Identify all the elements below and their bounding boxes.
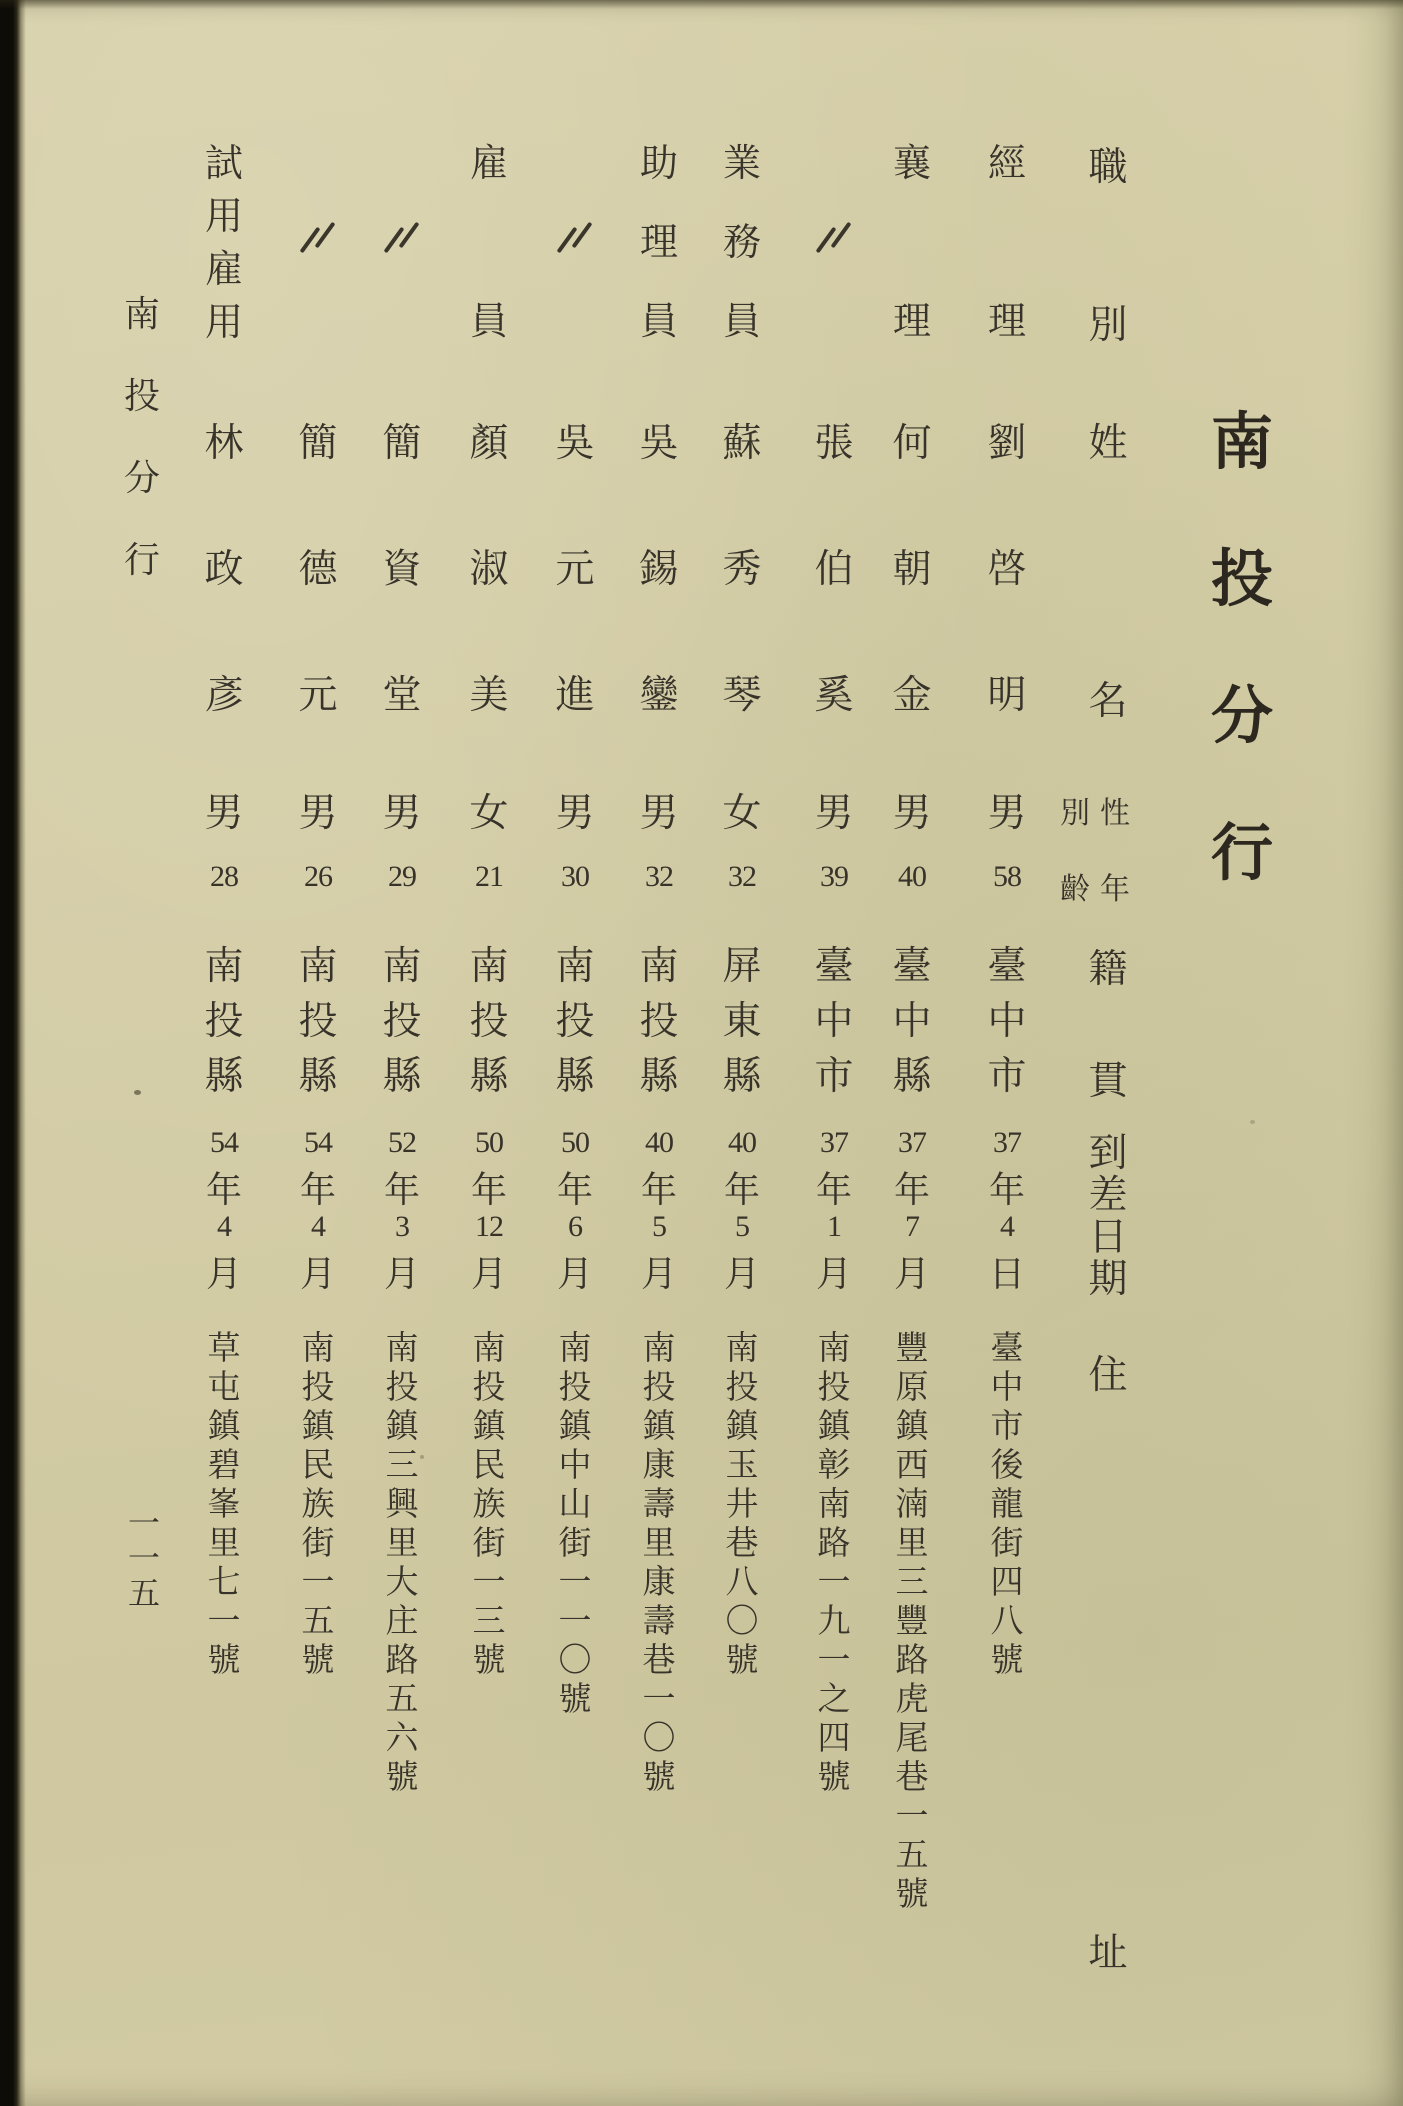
date-cell: 4 <box>217 1210 231 1243</box>
header-char: 職 <box>1088 146 1128 189</box>
address-char: 號 <box>725 1643 759 1679</box>
position-char: 員 <box>639 300 678 343</box>
header-char: 到 <box>1088 1132 1128 1175</box>
date-cell: 年 <box>205 1169 242 1210</box>
address-char: 大 <box>385 1565 419 1601</box>
date-cell: 月 <box>299 1253 336 1294</box>
address-char: 民 <box>472 1448 506 1484</box>
date-cell: 年 <box>383 1169 420 1210</box>
address-char: 原 <box>895 1370 929 1406</box>
address-char: 投 <box>472 1370 506 1406</box>
address-char: 巷 <box>642 1643 676 1679</box>
position-char: 理 <box>987 300 1026 343</box>
address-char: 五 <box>895 1838 929 1874</box>
origin-char: 投 <box>555 1000 595 1043</box>
address-char: 鎮 <box>301 1409 335 1445</box>
header-char: 期 <box>1088 1258 1128 1301</box>
origin-char: 投 <box>204 1000 244 1043</box>
staff-column <box>720 0 764 2106</box>
address-char: 巷 <box>895 1760 929 1796</box>
gender-cell: 男 <box>814 792 854 835</box>
name-char: 進 <box>555 674 595 717</box>
address-char: 六 <box>385 1721 419 1757</box>
address-char: 街 <box>472 1526 506 1562</box>
address-char: 中 <box>990 1370 1024 1406</box>
address-char: 一 <box>817 1565 851 1601</box>
header-char: 日 <box>1088 1216 1128 1259</box>
date-cell: 4 <box>1000 1210 1014 1243</box>
address-char: 庄 <box>385 1604 419 1640</box>
age-cell: 58 <box>993 860 1021 893</box>
date-cell: 40 <box>728 1126 756 1159</box>
address-char: 一 <box>558 1604 592 1640</box>
date-cell: 月 <box>723 1253 760 1294</box>
address-char: 南 <box>725 1331 759 1367</box>
date-cell: 1 <box>827 1210 841 1243</box>
name-char: 鑾 <box>639 674 679 717</box>
header-char: 籍 <box>1088 948 1128 991</box>
origin-char: 臺 <box>892 945 932 988</box>
date-cell: 54 <box>210 1126 238 1159</box>
name-char: 朝 <box>892 548 932 591</box>
address-char: 市 <box>990 1409 1024 1445</box>
age-cell: 32 <box>645 860 673 893</box>
address-char: 五 <box>385 1682 419 1718</box>
date-cell: 7 <box>905 1210 919 1243</box>
address-char: 里 <box>207 1526 241 1562</box>
date-cell: 年 <box>893 1169 930 1210</box>
date-cell: 37 <box>820 1126 848 1159</box>
date-cell: 4 <box>311 1210 325 1243</box>
date-cell: 月 <box>893 1253 930 1294</box>
origin-char: 縣 <box>382 1055 422 1098</box>
address-char: 一 <box>472 1565 506 1601</box>
position-char: 雇 <box>204 248 243 291</box>
gender-cell: 男 <box>987 792 1027 835</box>
address-char: 族 <box>301 1487 335 1523</box>
date-cell: 5 <box>652 1210 666 1243</box>
address-char: 屯 <box>207 1370 241 1406</box>
address-char: 投 <box>385 1370 419 1406</box>
address-char: 南 <box>385 1331 419 1367</box>
address-char: 號 <box>817 1760 851 1796</box>
address-char: 投 <box>817 1370 851 1406</box>
address-char: 號 <box>895 1877 929 1913</box>
margin-title: 南投分行 <box>123 294 160 580</box>
date-cell: 月 <box>470 1253 507 1294</box>
address-char: 草 <box>207 1331 241 1367</box>
origin-char: 縣 <box>298 1055 338 1098</box>
header-char: 齡 <box>1060 873 1090 906</box>
gender-cell: 女 <box>469 792 509 835</box>
position-char: 業 <box>722 142 761 185</box>
age-cell: 32 <box>728 860 756 893</box>
scan-speck <box>420 1455 424 1459</box>
position-char: 務 <box>722 221 761 264</box>
name-char: 元 <box>555 548 595 591</box>
address-char: 尾 <box>895 1721 929 1757</box>
name-char: 簡 <box>298 422 338 465</box>
name-char: 簡 <box>382 422 422 465</box>
address-char: 鎮 <box>725 1409 759 1445</box>
address-char: 龍 <box>990 1487 1024 1523</box>
address-char: 西 <box>895 1448 929 1484</box>
address-char: 號 <box>385 1760 419 1796</box>
address-char: 鎮 <box>817 1409 851 1445</box>
name-char: 美 <box>469 674 509 717</box>
scan-right-tint <box>1343 0 1403 2106</box>
address-char: 康 <box>642 1448 676 1484</box>
date-cell: 54 <box>304 1126 332 1159</box>
header-char: 名 <box>1088 680 1128 723</box>
date-cell: 5 <box>735 1210 749 1243</box>
address-char: 街 <box>558 1526 592 1562</box>
age-cell: 29 <box>388 860 416 893</box>
header-gender-label <box>1060 794 1130 834</box>
position-char: 理 <box>892 300 931 343</box>
name-char: 吳 <box>555 422 595 465</box>
ditto-mark <box>296 217 340 261</box>
origin-char: 中 <box>987 1000 1027 1043</box>
address-char: 八 <box>725 1565 759 1601</box>
position-char: 員 <box>469 300 508 343</box>
address-char: 一 <box>301 1565 335 1601</box>
date-cell: 3 <box>395 1210 409 1243</box>
staff-column <box>637 0 681 2106</box>
header-char: 別 <box>1088 304 1128 347</box>
age-cell: 26 <box>304 860 332 893</box>
address-char: 投 <box>725 1370 759 1406</box>
date-cell: 年 <box>299 1169 336 1210</box>
header-char: 址 <box>1088 1932 1128 1975</box>
address-char: 壽 <box>642 1487 676 1523</box>
address-char: 鎮 <box>207 1409 241 1445</box>
name-char: 德 <box>298 548 338 591</box>
page-number: 一一五 <box>127 1505 160 1611</box>
ditto-mark <box>380 217 424 261</box>
origin-char: 投 <box>469 1000 509 1043</box>
scan-speck <box>134 1090 141 1095</box>
address-char: 街 <box>301 1526 335 1562</box>
name-char: 何 <box>892 422 932 465</box>
ditto-mark <box>553 217 597 261</box>
name-char: 蘇 <box>722 422 762 465</box>
name-char: 堂 <box>382 674 422 717</box>
address-char: 中 <box>558 1448 592 1484</box>
header-char: 性 <box>1100 797 1130 830</box>
address-char: 南 <box>472 1331 506 1367</box>
address-char: 鎮 <box>472 1409 506 1445</box>
table-header-column <box>1060 0 1130 2106</box>
date-cell: 37 <box>993 1126 1021 1159</box>
date-cell: 40 <box>645 1126 673 1159</box>
age-cell: 40 <box>898 860 926 893</box>
address-char: 一 <box>642 1682 676 1718</box>
name-char: 錫 <box>639 548 679 591</box>
position-char: 員 <box>722 300 761 343</box>
origin-char: 縣 <box>722 1055 762 1098</box>
origin-char: 縣 <box>469 1055 509 1098</box>
address-char: 投 <box>558 1370 592 1406</box>
name-char: 政 <box>204 548 244 591</box>
origin-char: 南 <box>382 945 422 988</box>
address-char: 一 <box>558 1565 592 1601</box>
gender-cell: 女 <box>722 792 762 835</box>
gender-cell: 男 <box>204 792 244 835</box>
name-char: 劉 <box>987 422 1027 465</box>
origin-char: 縣 <box>555 1055 595 1098</box>
origin-char: 南 <box>639 945 679 988</box>
position-char: 經 <box>987 142 1026 185</box>
origin-char: 縣 <box>892 1055 932 1098</box>
gender-cell: 男 <box>892 792 932 835</box>
staff-column <box>380 0 424 2106</box>
origin-char: 臺 <box>814 945 854 988</box>
address-char: 井 <box>725 1487 759 1523</box>
address-char: 族 <box>472 1487 506 1523</box>
address-char: 玉 <box>725 1448 759 1484</box>
date-cell: 6 <box>568 1210 582 1243</box>
origin-char: 投 <box>298 1000 338 1043</box>
date-cell: 月 <box>556 1253 593 1294</box>
address-char: 峯 <box>207 1487 241 1523</box>
position-char: 理 <box>639 221 678 264</box>
staff-column <box>467 0 511 2106</box>
origin-char: 南 <box>298 945 338 988</box>
address-char: 號 <box>990 1643 1024 1679</box>
staff-column <box>812 0 856 2106</box>
address-char: 南 <box>642 1331 676 1367</box>
date-cell: 年 <box>470 1169 507 1210</box>
address-char: 一 <box>817 1643 851 1679</box>
address-char: 鎮 <box>642 1409 676 1445</box>
address-char: 山 <box>558 1487 592 1523</box>
age-cell: 30 <box>561 860 589 893</box>
origin-char: 投 <box>382 1000 422 1043</box>
address-char: 里 <box>385 1526 419 1562</box>
address-char: 路 <box>817 1526 851 1562</box>
date-cell: 月 <box>815 1253 852 1294</box>
address-char: 〇 <box>725 1604 759 1640</box>
address-char: 投 <box>642 1370 676 1406</box>
address-char: 五 <box>301 1604 335 1640</box>
staff-column <box>202 0 246 2106</box>
name-char: 吳 <box>639 422 679 465</box>
address-char: 三 <box>895 1565 929 1601</box>
origin-char: 臺 <box>987 945 1027 988</box>
position-char: 襄 <box>892 142 931 185</box>
name-char: 元 <box>298 674 338 717</box>
address-char: 號 <box>472 1643 506 1679</box>
address-char: 九 <box>817 1604 851 1640</box>
address-char: 豐 <box>895 1331 929 1367</box>
scan-speck <box>1250 1120 1255 1124</box>
address-char: 四 <box>817 1721 851 1757</box>
date-cell: 50 <box>475 1126 503 1159</box>
staff-column <box>890 0 934 2106</box>
date-cell: 年 <box>556 1169 593 1210</box>
position-char: 助 <box>639 142 678 185</box>
name-char: 秀 <box>722 548 762 591</box>
position-char: 用 <box>204 195 243 238</box>
origin-char: 中 <box>892 1000 932 1043</box>
address-char: 一 <box>895 1799 929 1835</box>
date-cell: 12 <box>475 1210 503 1243</box>
address-char: 號 <box>558 1682 592 1718</box>
origin-char: 投 <box>639 1000 679 1043</box>
name-char: 琴 <box>722 674 762 717</box>
date-cell: 月 <box>383 1253 420 1294</box>
origin-char: 南 <box>555 945 595 988</box>
origin-char: 東 <box>722 1000 762 1043</box>
header-char: 貫 <box>1088 1060 1128 1103</box>
origin-char: 市 <box>814 1055 854 1098</box>
address-char: 鎮 <box>558 1409 592 1445</box>
position-char: 用 <box>204 301 243 344</box>
origin-char: 屏 <box>722 945 762 988</box>
name-char: 淑 <box>469 548 509 591</box>
scan-top-shadow <box>0 0 1403 9</box>
page-title: 南投分行 <box>1210 409 1273 888</box>
address-char: 里 <box>895 1526 929 1562</box>
address-char: 里 <box>642 1526 676 1562</box>
date-cell: 50 <box>561 1126 589 1159</box>
date-cell: 日 <box>988 1253 1025 1294</box>
scan-edge-strip <box>0 0 26 2106</box>
address-char: 號 <box>207 1643 241 1679</box>
date-cell: 年 <box>988 1169 1025 1210</box>
origin-char: 縣 <box>204 1055 244 1098</box>
position-char: 雇 <box>469 142 508 185</box>
staff-column <box>985 0 1029 2106</box>
address-char: 八 <box>990 1604 1024 1640</box>
address-char: 〇 <box>558 1643 592 1679</box>
date-cell: 月 <box>640 1253 677 1294</box>
name-char: 張 <box>814 422 854 465</box>
address-char: 號 <box>301 1643 335 1679</box>
origin-char: 中 <box>814 1000 854 1043</box>
header-char: 別 <box>1060 797 1090 830</box>
age-cell: 21 <box>475 860 503 893</box>
address-char: 後 <box>990 1448 1024 1484</box>
address-char: 三 <box>385 1448 419 1484</box>
header-char: 姓 <box>1088 422 1128 465</box>
address-char: 號 <box>642 1760 676 1796</box>
origin-char: 南 <box>469 945 509 988</box>
address-char: 康 <box>642 1565 676 1601</box>
gender-cell: 男 <box>555 792 595 835</box>
name-char: 林 <box>204 422 244 465</box>
header-age-label <box>1060 870 1130 910</box>
header-char: 年 <box>1100 873 1130 906</box>
origin-char: 市 <box>987 1055 1027 1098</box>
address-char: 七 <box>207 1565 241 1601</box>
address-char: 一 <box>207 1604 241 1640</box>
staff-column <box>553 0 597 2106</box>
date-cell: 年 <box>815 1169 852 1210</box>
name-char: 伯 <box>814 548 854 591</box>
gender-cell: 男 <box>298 792 338 835</box>
address-char: 街 <box>990 1526 1024 1562</box>
address-char: 〇 <box>642 1721 676 1757</box>
address-char: 南 <box>558 1331 592 1367</box>
address-char: 三 <box>472 1604 506 1640</box>
date-cell: 52 <box>388 1126 416 1159</box>
gender-cell: 男 <box>382 792 422 835</box>
address-char: 路 <box>385 1643 419 1679</box>
address-char: 南 <box>817 1331 851 1367</box>
address-char: 路 <box>895 1643 929 1679</box>
ditto-mark <box>812 217 856 261</box>
address-char: 彰 <box>817 1448 851 1484</box>
address-char: 豐 <box>895 1604 929 1640</box>
address-char: 鎮 <box>385 1409 419 1445</box>
date-cell: 年 <box>723 1169 760 1210</box>
date-cell: 月 <box>205 1253 242 1294</box>
address-char: 之 <box>817 1682 851 1718</box>
name-char: 明 <box>987 674 1027 717</box>
age-cell: 28 <box>210 860 238 893</box>
date-cell: 37 <box>898 1126 926 1159</box>
origin-char: 南 <box>204 945 244 988</box>
address-char: 投 <box>301 1370 335 1406</box>
name-char: 顏 <box>469 422 509 465</box>
address-char: 虎 <box>895 1682 929 1718</box>
address-char: 四 <box>990 1565 1024 1601</box>
address-char: 壽 <box>642 1604 676 1640</box>
staff-column <box>296 0 340 2106</box>
address-char: 碧 <box>207 1448 241 1484</box>
header-char: 住 <box>1088 1354 1128 1397</box>
address-char: 臺 <box>990 1331 1024 1367</box>
name-char: 啓 <box>987 548 1027 591</box>
origin-char: 縣 <box>639 1055 679 1098</box>
address-char: 鎮 <box>895 1409 929 1445</box>
name-char: 資 <box>382 548 422 591</box>
address-char: 湳 <box>895 1487 929 1523</box>
name-char: 彥 <box>204 674 244 717</box>
name-char: 奚 <box>814 674 854 717</box>
address-char: 民 <box>301 1448 335 1484</box>
date-cell: 年 <box>640 1169 677 1210</box>
header-char: 差 <box>1088 1174 1128 1217</box>
name-char: 金 <box>892 674 932 717</box>
address-char: 南 <box>817 1487 851 1523</box>
position-char: 試 <box>204 142 243 185</box>
age-cell: 39 <box>820 860 848 893</box>
gender-cell: 男 <box>639 792 679 835</box>
address-char: 巷 <box>725 1526 759 1562</box>
address-char: 興 <box>385 1487 419 1523</box>
address-char: 南 <box>301 1331 335 1367</box>
